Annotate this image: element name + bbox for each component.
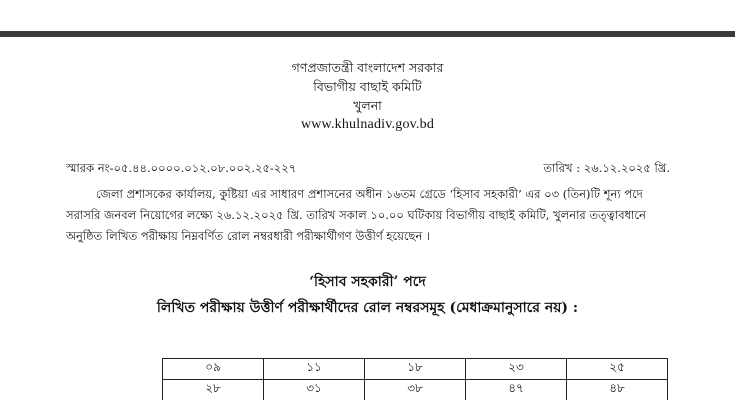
roll-cell: ৩১ — [264, 380, 365, 400]
roll-cell: ১১ — [264, 359, 365, 380]
roll-cell: ৩৮ — [365, 380, 466, 400]
roll-cell: ২৫ — [567, 359, 668, 380]
body-line-3: অনুষ্ঠিত লিখিত পরীক্ষায় নিম্নবর্ণিত রোল নম্বরধারী পরীক্ষার্থীগণ উত্তীর্ণ হয়েছেন । — [66, 229, 431, 243]
body-line-1: জেলা প্রশাসকের কার্যালয়, কুষ্টিয়া এর সাধারণ প্রশাসনের অধীন ১৬তম গ্রেডে ‘হিসাব সহকারী’ এর ০৩ (তিন)টি শূন্য পদে — [96, 187, 643, 201]
website-link[interactable]: www.khulnadiv.gov.bd — [300, 117, 435, 132]
division-name: খুলনা — [353, 98, 382, 113]
notice-date: তারিখ : ২৬.১২.২০২৫ খ্রি. — [543, 161, 670, 175]
roll-cell: ৪৮ — [567, 380, 668, 400]
roll-cell: ১৮ — [365, 359, 466, 380]
top-border-bar — [0, 31, 735, 37]
roll-cell: ৪৭ — [466, 380, 567, 400]
roll-cell: ২৮ — [163, 380, 264, 400]
government-name: গণপ্রজাতন্ত্রী বাংলাদেশ সরকার — [291, 60, 444, 75]
roll-number-table — [162, 358, 668, 400]
committee-name: বিভাগীয় বাছাই কমিটি — [313, 79, 422, 94]
memo-number: স্মারক নং-০৫.৪৪.০০০০.০১২.০৮.০০২.২৫-২২৭ — [66, 161, 297, 175]
table-row — [163, 359, 668, 380]
roll-cell: ২৩ — [466, 359, 567, 380]
table-row — [163, 380, 668, 400]
roll-cell: ০৯ — [163, 359, 264, 380]
post-title: ‘হিসাব সহকারী’ পদে — [309, 274, 426, 290]
roll-list-title: লিখিত পরীক্ষায় উত্তীর্ণ পরীক্ষার্থীদের রোল নম্বরসমূহ (মেধাক্রমানুসারে নয়) : — [156, 300, 579, 316]
body-line-2: সরাসরি জনবল নিয়োগের লক্ষ্যে ২৬.১২.২০২৫ খ্রি. তারিখ সকাল ১০.০০ ঘটিকায় বিভাগীয় বাছাই কমিটি, খুলনার তত্ত্বাবধানে — [66, 208, 646, 222]
